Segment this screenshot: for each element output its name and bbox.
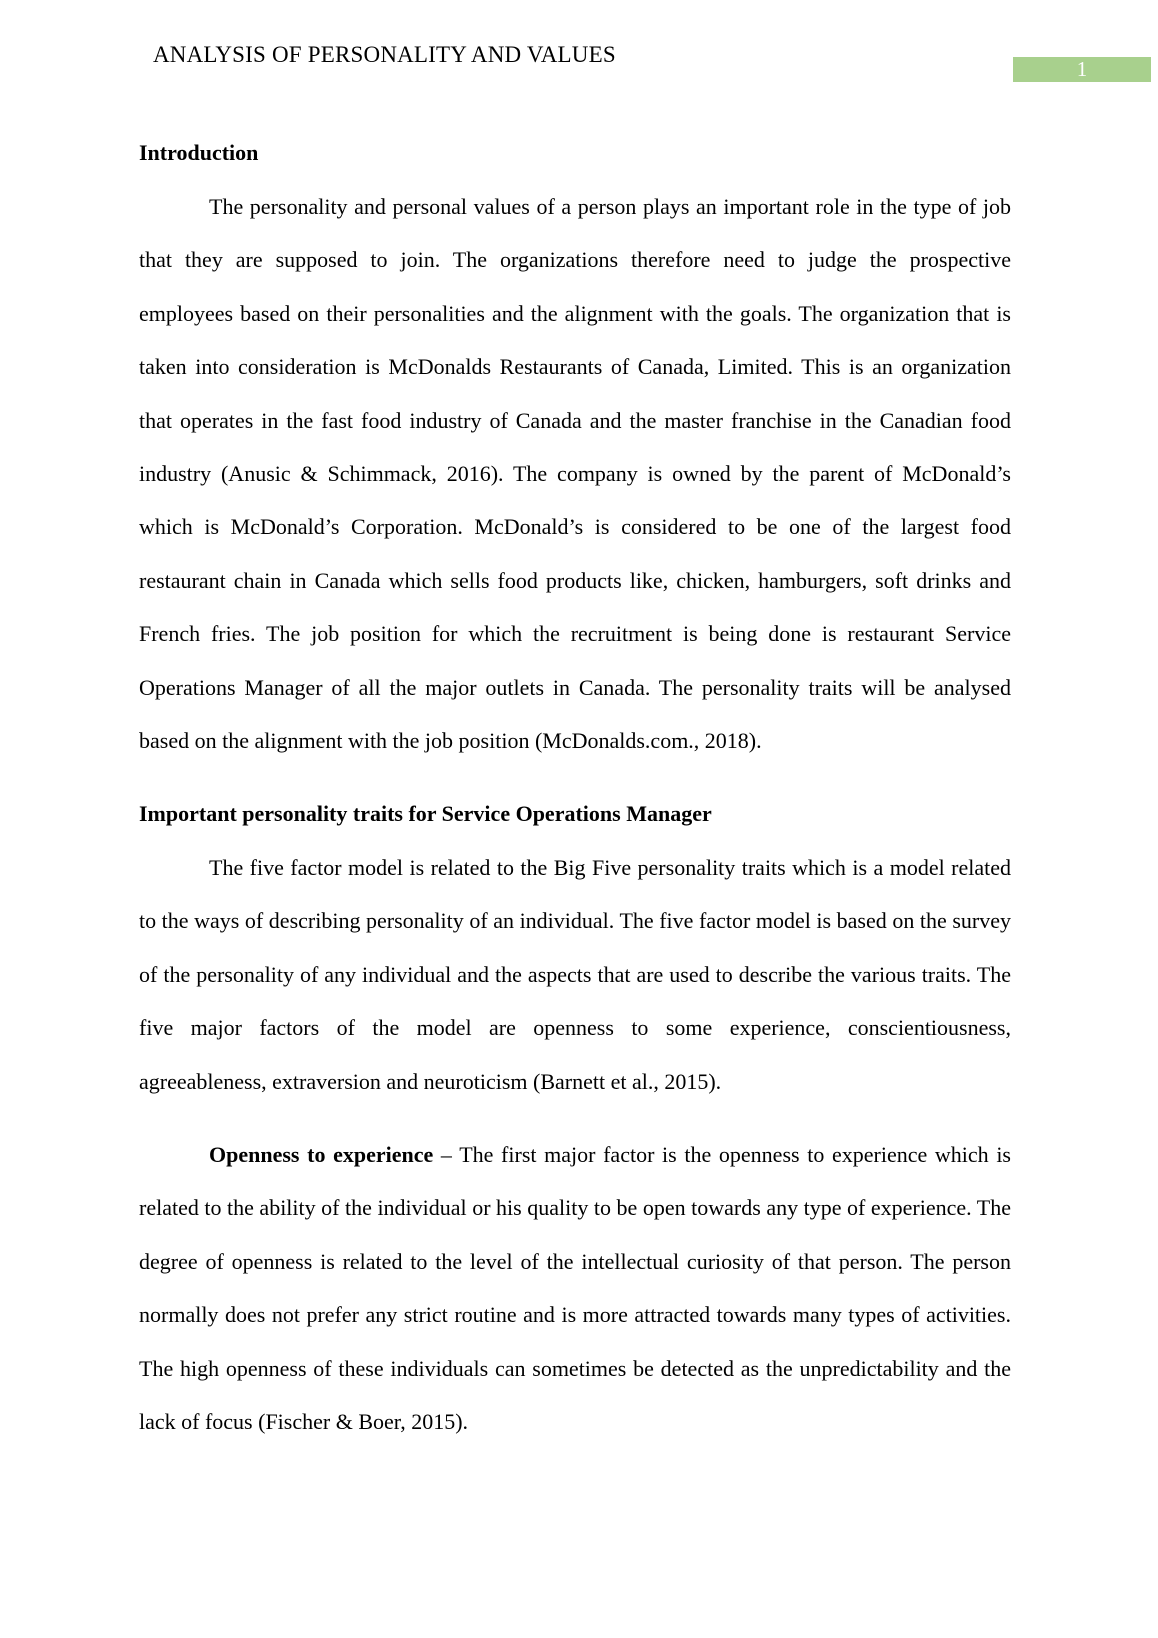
traits-heading: Important personality traits for Service Operations Manager [139, 801, 712, 826]
openness-paragraph [139, 1128, 1011, 1448]
introduction-heading: Introduction [139, 140, 259, 165]
five-factor-paragraph: The five factor model is related to the Big Five personality traits which is a model related to the ways of describing personality of an individual. The five factor model is based on the survey of the personality of any individual and the aspects that are used to describe the various traits. The five major factors of the model are openness to some experience, conscientiousness, agreeableness, extraversion and neuroticism (Barnett et al., 2015). [139, 855, 1011, 1094]
page-number: 1 [1013, 57, 1151, 82]
openness-lead: Openness to experience [209, 1142, 434, 1167]
introduction-paragraph: The personality and personal values of a person plays an important role in the type of job that they are supposed to join. The organizations therefore need to judge the prospective employees based on their personalities and the alignment with the goals. The organization that is taken into consideration is McDonalds Restaurants of Canada, Limited. This is an organization that operates in the fast food industry of Canada and the master franchise in the Canadian food industry (Anusic & Schimmack, 2016). The company is owned by the parent of McDonald’s which is McDonald’s Corporation. McDonald’s is considered to be one of the largest food restaurant chain in Canada which sells food products like, chicken, hamburgers, soft drinks and French fries. The job position for which the recruitment is being done is restaurant Service Operations Manager of all the major outlets in Canada. The personality traits will be analysed based on the alignment with the job position (McDonalds.com., 2018). [139, 194, 1011, 754]
running-head: ANALYSIS OF PERSONALITY AND VALUES [153, 42, 616, 67]
openness-text: – The first major factor is the openness to experience which is related to the ability of the individual or his quality to be open towards any type of experience. The degree of openness is related to the level of the intellectual curiosity of that person. The person normally does not prefer any strict routine and is more attracted towards many types of activities. The high openness of these individuals can sometimes be detected as the unpredictability and the lack of focus (Fischer & Boer, 2015). [139, 1142, 1011, 1435]
